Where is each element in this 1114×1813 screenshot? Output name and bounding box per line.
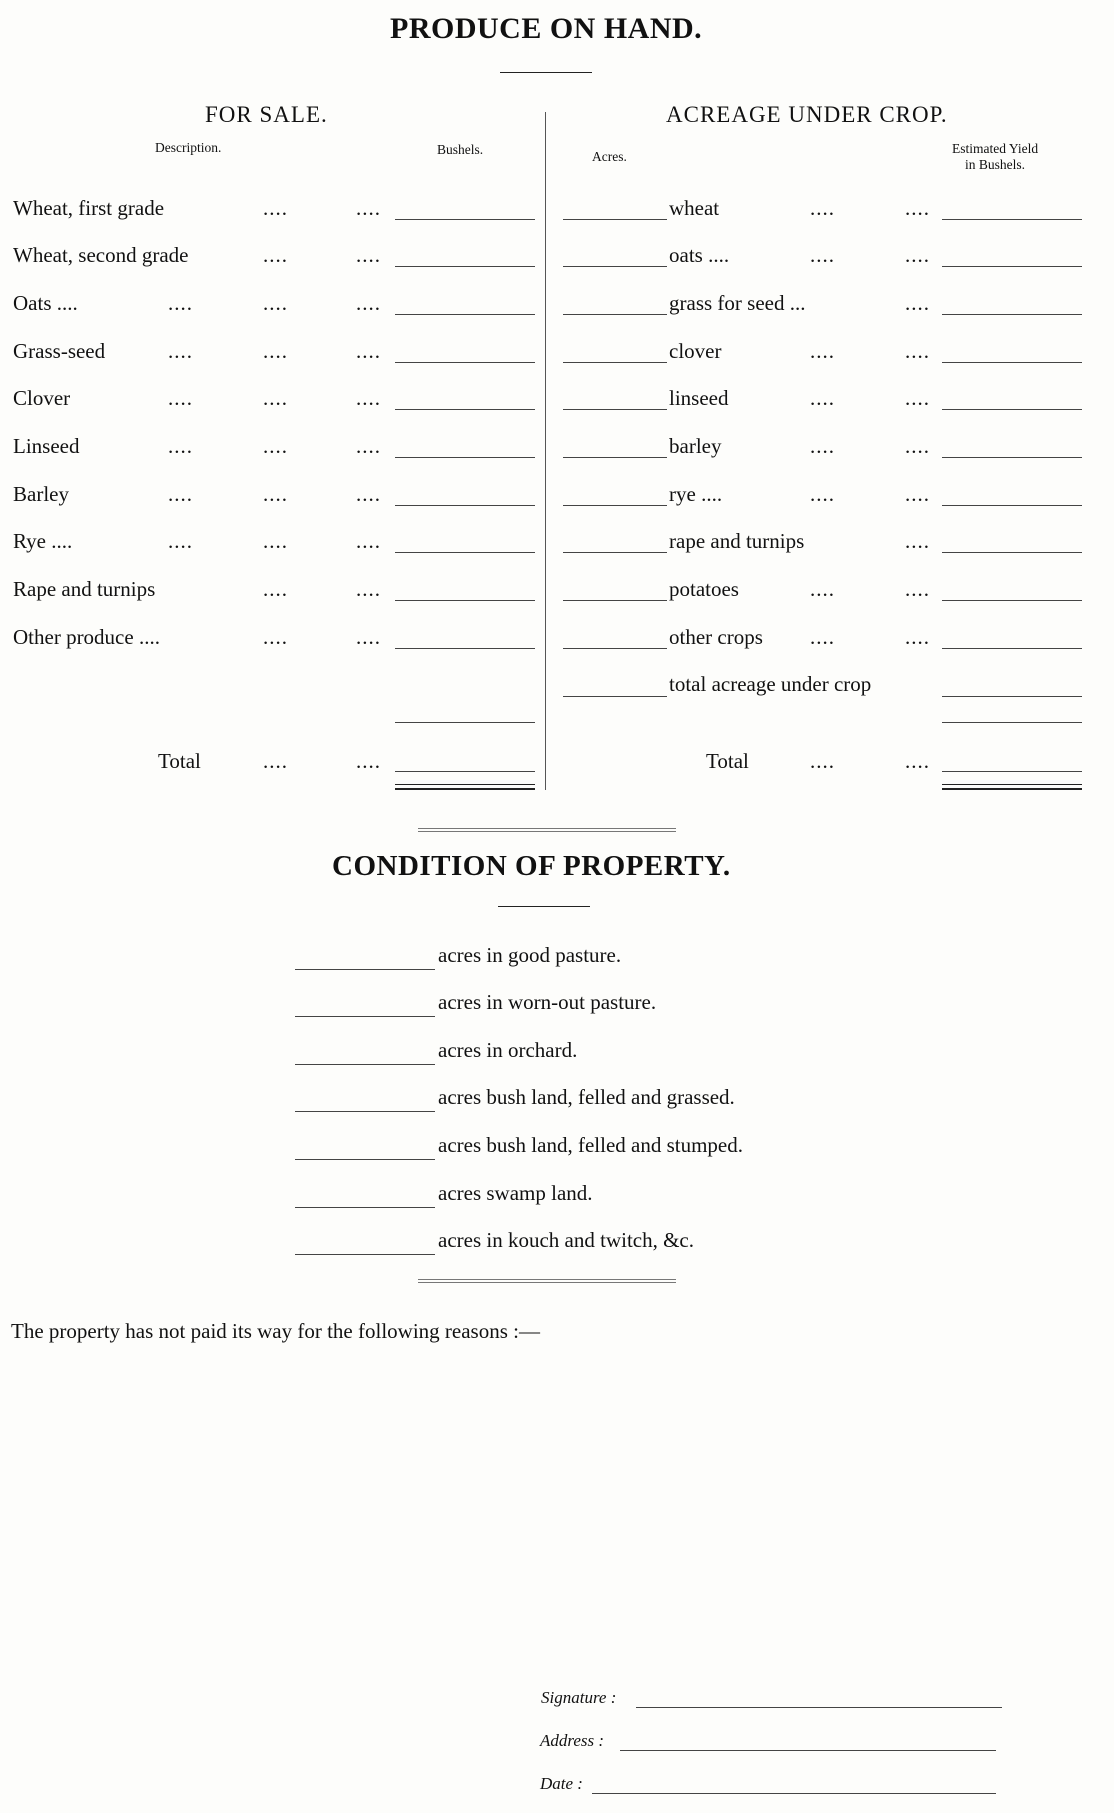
estimated-yield-line2: in Bushels.: [965, 157, 1026, 172]
crop-row-oats: oats ....: [669, 243, 730, 267]
for-sale-row-wheat-second: Wheat, second grade: [13, 243, 189, 267]
bushels-blank-line: [395, 552, 535, 553]
leader-dots: ....: [810, 386, 835, 410]
bushels-column-header: Bushels.: [437, 142, 484, 157]
leader-dots: ....: [356, 339, 381, 363]
acreage-total-label: Total: [706, 749, 749, 773]
leader-dots: ....: [905, 386, 930, 410]
bushels-blank-line: [395, 457, 535, 458]
yield-blank-line: [942, 648, 1082, 649]
yield-blank-line: [942, 219, 1082, 220]
bushels-blank-line: [395, 409, 535, 410]
signature-label: Signature :: [541, 1688, 617, 1707]
leader-dots: ....: [905, 482, 930, 506]
acres-blank-line: [563, 219, 667, 220]
acreage-heading: ACREAGE UNDER CROP.: [666, 102, 948, 127]
condition-item-swamp: acres swamp land.: [438, 1181, 593, 1205]
yield-blank-line: [942, 266, 1082, 267]
condition-item-good-pasture: acres in good pasture.: [438, 943, 622, 967]
leader-dots: ....: [810, 339, 835, 363]
acres-column-header: Acres.: [592, 149, 627, 164]
yield-blank-line: [942, 314, 1082, 315]
condition-blank-line: [295, 1254, 435, 1255]
leader-dots: ....: [905, 434, 930, 458]
leader-dots: ....: [810, 625, 835, 649]
leader-dots: ....: [263, 196, 288, 220]
leader-dots: ....: [905, 529, 930, 553]
condition-separator: [418, 1282, 676, 1283]
condition-blank-line: [295, 1064, 435, 1065]
crop-row-potatoes: potatoes: [669, 577, 739, 601]
yield-blank-line: [942, 771, 1082, 772]
leader-dots: ....: [905, 196, 930, 220]
condition-blank-line: [295, 1016, 435, 1017]
crop-row-rape-turnips: rape and turnips: [669, 529, 805, 553]
condition-blank-line: [295, 969, 435, 970]
condition-title-underline: [498, 906, 590, 907]
condition-blank-line: [295, 1159, 435, 1160]
crop-row-clover: clover: [669, 339, 722, 363]
acres-blank-line: [563, 552, 667, 553]
bushels-blank-line: [395, 600, 535, 601]
leader-dots: ....: [168, 339, 193, 363]
yield-blank-line: [942, 600, 1082, 601]
acres-blank-line: [563, 409, 667, 410]
yield-blank-line: [942, 696, 1082, 697]
leader-dots: ....: [168, 529, 193, 553]
leader-dots: ....: [905, 577, 930, 601]
yield-subtotal-line: [942, 722, 1082, 723]
condition-item-orchard: acres in orchard.: [438, 1038, 578, 1062]
crop-row-other-crops: other crops: [669, 625, 763, 649]
leader-dots: ....: [356, 577, 381, 601]
leader-dots: ....: [168, 434, 193, 458]
leader-dots: ....: [263, 434, 288, 458]
acres-blank-line: [563, 648, 667, 649]
acres-blank-line: [563, 266, 667, 267]
date-label: Date :: [540, 1774, 583, 1793]
bushels-total-double-rule: [395, 784, 535, 790]
column-divider: [545, 112, 546, 790]
crop-row-barley: barley: [669, 434, 722, 458]
leader-dots: ....: [810, 434, 835, 458]
bushels-blank-line: [395, 771, 535, 772]
yield-blank-line: [942, 457, 1082, 458]
acres-blank-line: [563, 457, 667, 458]
bushels-blank-line: [395, 266, 535, 267]
leader-dots: ....: [356, 529, 381, 553]
leader-dots: ....: [356, 243, 381, 267]
leader-dots: ....: [356, 386, 381, 410]
crop-row-grass-for-seed: grass for seed ...: [669, 291, 806, 315]
for-sale-row-wheat-first: Wheat, first grade: [13, 196, 165, 220]
reasons-text: The property has not paid its way for the following reasons :—: [11, 1319, 540, 1343]
condition-item-bush-stumped: acres bush land, felled and stumped.: [438, 1133, 743, 1157]
bushels-blank-line: [395, 362, 535, 363]
bushels-blank-line: [395, 505, 535, 506]
signature-blank-line: [636, 1707, 1002, 1708]
yield-blank-line: [942, 362, 1082, 363]
yield-blank-line: [942, 505, 1082, 506]
for-sale-heading: FOR SALE.: [205, 102, 328, 127]
bushels-subtotal-line: [395, 722, 535, 723]
for-sale-row-oats: Oats ....: [13, 291, 78, 315]
leader-dots: ....: [263, 625, 288, 649]
condition-item-bush-grassed: acres bush land, felled and grassed.: [438, 1085, 735, 1109]
estimated-yield-column-header: [952, 141, 1038, 173]
condition-blank-line: [295, 1111, 435, 1112]
for-sale-row-barley: Barley: [13, 482, 69, 506]
bushels-blank-line: [395, 648, 535, 649]
leader-dots: ....: [810, 196, 835, 220]
address-label: Address :: [540, 1731, 605, 1750]
leader-dots: ....: [810, 482, 835, 506]
yield-blank-line: [942, 552, 1082, 553]
condition-blank-line: [295, 1207, 435, 1208]
leader-dots: ....: [356, 434, 381, 458]
leader-dots: ....: [356, 196, 381, 220]
leader-dots: ....: [905, 339, 930, 363]
bushels-blank-line: [395, 314, 535, 315]
leader-dots: ....: [905, 625, 930, 649]
for-sale-row-rye: Rye ....: [13, 529, 73, 553]
page-title: PRODUCE ON HAND.: [390, 12, 703, 45]
leader-dots: ....: [905, 243, 930, 267]
leader-dots: ....: [356, 291, 381, 315]
acres-blank-line: [563, 362, 667, 363]
condition-item-worn-out-pasture: acres in worn-out pasture.: [438, 990, 657, 1014]
leader-dots: ....: [168, 386, 193, 410]
bushels-blank-line: [395, 219, 535, 220]
yield-total-double-rule: [942, 784, 1082, 790]
crop-row-linseed: linseed: [669, 386, 729, 410]
for-sale-row-other-produce: Other produce ....: [13, 625, 160, 649]
leader-dots: ....: [905, 291, 930, 315]
leader-dots: ....: [356, 749, 381, 773]
leader-dots: ....: [263, 243, 288, 267]
description-column-header: Description.: [155, 140, 222, 155]
condition-separator: [418, 1279, 676, 1280]
crop-row-wheat: wheat: [669, 196, 720, 220]
condition-item-kouch-twitch: acres in kouch and twitch, &c.: [438, 1228, 694, 1252]
leader-dots: ....: [263, 386, 288, 410]
yield-blank-line: [942, 409, 1082, 410]
for-sale-row-clover: Clover: [13, 386, 71, 410]
leader-dots: ....: [263, 749, 288, 773]
leader-dots: ....: [356, 482, 381, 506]
section-separator: [418, 831, 676, 832]
leader-dots: ....: [263, 529, 288, 553]
leader-dots: ....: [356, 625, 381, 649]
for-sale-row-grass-seed: Grass-seed: [13, 339, 106, 363]
crop-row-total-acreage: total acreage under crop: [669, 672, 872, 696]
estimated-yield-line1: Estimated Yield: [952, 141, 1039, 156]
title-underline: [500, 72, 592, 73]
leader-dots: ....: [168, 482, 193, 506]
leader-dots: ....: [263, 482, 288, 506]
leader-dots: ....: [810, 577, 835, 601]
leader-dots: ....: [810, 749, 835, 773]
acres-blank-line: [563, 600, 667, 601]
date-blank-line: [592, 1793, 996, 1794]
acres-blank-line: [563, 505, 667, 506]
leader-dots: ....: [263, 339, 288, 363]
section-separator: [418, 828, 676, 829]
for-sale-row-linseed: Linseed: [13, 434, 80, 458]
leader-dots: ....: [168, 291, 193, 315]
for-sale-total-label: Total: [158, 749, 201, 773]
leader-dots: ....: [263, 291, 288, 315]
for-sale-row-rape-turnips: Rape and turnips: [13, 577, 156, 601]
crop-row-rye: rye ....: [669, 482, 723, 506]
leader-dots: ....: [810, 243, 835, 267]
leader-dots: ....: [263, 577, 288, 601]
condition-title: CONDITION OF PROPERTY.: [332, 850, 731, 882]
address-blank-line: [620, 1750, 996, 1751]
leader-dots: ....: [905, 749, 930, 773]
acres-blank-line: [563, 314, 667, 315]
acres-blank-line: [563, 696, 667, 697]
